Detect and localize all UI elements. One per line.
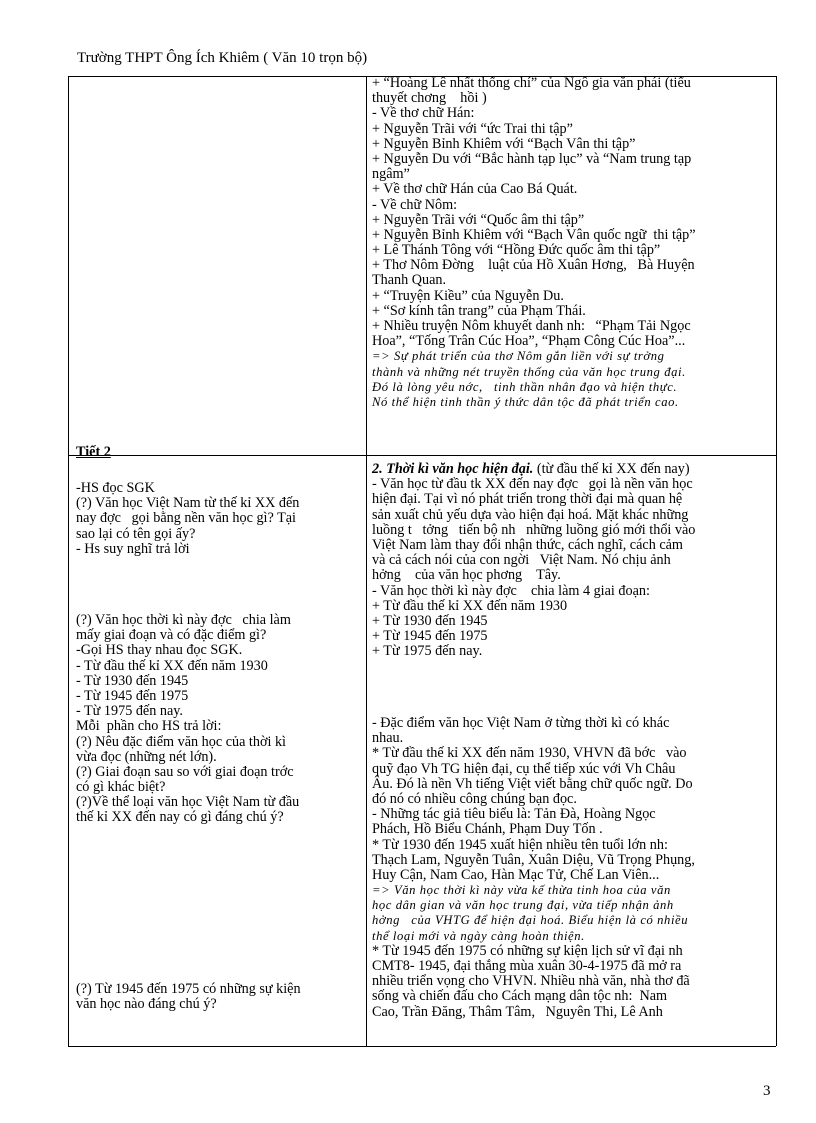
text-line: thành và những nét truyền thống của văn học trung đại.	[372, 364, 686, 379]
modern-literature-note	[372, 883, 770, 944]
text-line: - Hs suy nghĩ trả lời	[76, 540, 190, 557]
text-line: Hoa”, “Tống Trân Cúc Hoa”, “Phạm Công Cúc Hoa”...	[372, 333, 686, 350]
left-questions-2	[76, 613, 362, 826]
right-main-text-2	[372, 716, 770, 1020]
text-line: học dân gian và văn học trung đại, vừa tiếp nhận ảnh	[372, 898, 674, 913]
text-line: Thanh Quan.	[372, 272, 447, 289]
text-line: - Đặc điểm văn học Việt Nam ở từng thời kì có khác	[372, 715, 670, 731]
text-line: Cao, Trần Đăng, Thâm Tâm, Nguyên Thi, Lê Anh	[372, 1003, 663, 1020]
text-line: + Nhiều truyện Nôm khuyết danh nh: “Phạm Tải Ngọc	[372, 318, 691, 334]
text-line: hởng của VHTG để hiện đại hoá. Biểu hiện là có nhiều	[372, 913, 689, 928]
right-block-2	[372, 716, 770, 883]
left-questions-1	[76, 481, 362, 557]
text-line: Mỗi phần cho HS trả lời:	[76, 718, 222, 735]
text-line: vừa đọc (những nét lớn).	[76, 748, 217, 765]
text-line: - Từ đầu thế kỉ XX đến năm 1930	[76, 657, 268, 674]
text-line: => Văn học thời kì này vừa kế thừa tinh hoa của văn	[372, 883, 671, 898]
text-line: sản xuất chủ yếu dựa vào hiện đại hoá. Mặt khác những	[372, 506, 689, 523]
text-line: + Lê Thánh Tông với “Hồng Đức quốc âm thi tập”	[372, 242, 661, 259]
text-line: + Từ đầu thế kỉ XX đến năm 1930	[372, 597, 568, 614]
text-line: + Từ 1930 đến 1945	[372, 612, 488, 629]
text-line: mấy giai đoạn và có đặc điểm gì?	[76, 627, 267, 644]
table-right-border	[776, 76, 777, 1046]
text-line: Nó thể hiện tinh thần ý thức dân tộc đã phát triển cao.	[372, 394, 679, 409]
left-block-2	[76, 613, 362, 826]
text-line: nhiều triển vọng cho VHVN. Nhiều nhà văn, nhà thơ đã	[372, 973, 690, 990]
table-left-border	[68, 76, 69, 1046]
table-bottom-border	[68, 1046, 776, 1047]
text-line: thế kỉ XX đến nay có gì đáng chú ý?	[76, 809, 284, 826]
text-line: (?) Văn học Việt Nam từ thế kỉ XX đến	[76, 495, 300, 512]
text-line: + Nguyễn Bỉnh Khiêm với “Bạch Vân quốc ngữ thi tập”	[372, 226, 696, 243]
text-line: + “Hoàng Lê nhất thống chí” của Ngô gia văn phái (tiểu	[372, 75, 691, 91]
lesson-label: Tiết 2	[76, 444, 111, 460]
text-line: đó nó có nhiều công chúng bạn đọc.	[372, 790, 577, 807]
text-line: + Từ 1975 đến nay.	[372, 643, 483, 660]
text-line: - Từ 1945 đến 1975	[76, 687, 189, 704]
text-line: hiện đại. Tại vì nó phát triển trong thời đại mà quan hệ	[372, 491, 683, 508]
text-line: + Nguyễn Bỉnh Khiêm với “Bạch Vân thi tập”	[372, 135, 636, 152]
text-line: (?) Văn học thời kì này đợc chia làm	[76, 612, 291, 628]
text-line: luồng t tởng tiến bộ nh những luồng gió mới thổi vào	[372, 521, 696, 538]
text-line: và cả cách nói của con ngời Việt Nam. Nó chịu ảnh	[372, 552, 671, 569]
text-line: - Về chữ Nôm:	[372, 196, 458, 213]
column-divider	[366, 76, 367, 1046]
text-line: * Từ 1930 đến 1945 xuất hiện nhiều tên tuổi lớn nh:	[372, 836, 668, 853]
conclusion-note	[372, 349, 770, 410]
text-line: Đó là lòng yêu nớc, tinh thần nhân đạo và hiện thực.	[372, 379, 678, 394]
text-line: + Từ 1945 đến 1975	[372, 628, 488, 645]
text-line: - Những tác giả tiêu biểu là: Tản Đà, Hoàng Ngọc	[372, 806, 656, 823]
text-line: + Thơ Nôm Đờng luật của Hồ Xuân Hơng, Bà Huyện	[372, 257, 695, 274]
text-line: Âu. Đó là nền Vh tiếng Việt viết bằng chữ quốc ngữ. Do	[372, 775, 693, 792]
text-line: nhau.	[372, 730, 404, 747]
text-line: ngâm”	[372, 166, 410, 183]
text-line: - Văn học thời kì này đợc chia làm 4 giai đoạn:	[372, 582, 650, 599]
text-line: * Từ 1945 đến 1975 có những sự kiện lịch sử vĩ đại nh	[372, 942, 683, 959]
text-line: - Từ 1975 đến nay.	[76, 703, 183, 720]
text-line: => Sự phát triển của thơ Nôm gắn liền với sự trởng	[372, 349, 665, 364]
text-line: + Nguyễn Du với “Bắc hành tạp lục” và “Nam trung tạp	[372, 150, 692, 167]
text-line: * Từ đầu thế kỉ XX đến năm 1930, VHVN đã bớc vào	[372, 745, 687, 762]
document-header: Trường THPT Ông Ích Khiêm ( Văn 10 trọn bộ)	[77, 50, 368, 66]
text-line: + “Sơ kính tân trang” của Phạm Thái.	[372, 302, 586, 319]
text-line: có gì khác biệt?	[76, 779, 166, 796]
text-line: (?) Giai đoạn sau so với giai đoạn trớc	[76, 763, 294, 780]
text-line: Phách, Hồ Biểu Chánh, Phạm Duy Tốn .	[372, 821, 603, 838]
text-line: CMT8- 1945, đại thắng mùa xuân 30-4-1975 đã mở ra	[372, 958, 682, 974]
text-line: văn học nào đáng chú ý?	[76, 996, 217, 1013]
text-line: thể loại mới và ngày càng hoàn thiện.	[372, 928, 585, 943]
text-line: (?) Nêu đặc điểm văn học của thời kì	[76, 733, 286, 750]
text-line: + Nguyễn Trãi với “Quốc âm thi tập”	[372, 211, 585, 228]
right-top-lines	[372, 76, 770, 349]
text-line: + Về thơ chữ Hán của Cao Bá Quát.	[372, 181, 578, 198]
right-block-1	[372, 477, 770, 659]
text-line: Thạch Lam, Nguyễn Tuân, Xuân Diệu, Vũ Trọng Phụng,	[372, 851, 695, 868]
text-line: nay đợc gọi bằng nền văn học gì? Tại	[76, 510, 296, 527]
section-heading-title: 2. Thời kì văn học hiện đại.	[372, 461, 534, 477]
text-line: (?)Về thể loại văn học Việt Nam từ đầu	[76, 794, 300, 811]
text-line: (?) Từ 1945 đến 1975 có những sự kiện	[76, 981, 301, 997]
left-block-3	[76, 982, 362, 1012]
text-line: Việt Nam làm thay đổi nhận thức, cách nghĩ, cách cảm	[372, 536, 683, 553]
right-block-3	[372, 944, 770, 1020]
text-line: - Từ 1930 đến 1945	[76, 672, 189, 689]
text-line: + “Truyện Kiều” của Nguyễn Du.	[372, 287, 564, 304]
page-number: 3	[763, 1083, 771, 1099]
text-line: sao lại có tên gọi ấy?	[76, 525, 196, 542]
right-top-text	[372, 76, 770, 410]
text-line: -Gọi HS thay nhau đọc SGK.	[76, 642, 243, 659]
section-heading	[372, 462, 770, 477]
text-line: hởng của văn học phơng Tây.	[372, 567, 561, 584]
lesson-label-area	[76, 445, 362, 460]
text-line: quỹ đạo Vh TG hiện đại, cụ thể tiếp xúc với Vh Châu	[372, 760, 676, 777]
text-line: + Nguyễn Trãi với “ức Trai thi tập”	[372, 120, 573, 137]
text-line: sống và chiến đấu cho Cách mạng dân tộc nh: Nam	[372, 988, 668, 1005]
text-line: Huy Cận, Nam Cao, Hàn Mạc Tử, Chế Lan Viên...	[372, 866, 660, 883]
text-line: - Văn học từ đầu tk XX đến nay đợc gọi là nền văn học	[372, 476, 693, 493]
left-questions-3	[76, 982, 362, 1012]
left-block-1	[76, 481, 362, 557]
right-main-text	[372, 462, 770, 659]
text-line: thuyết chơng hồi )	[372, 90, 487, 107]
text-line: -HS đọc SGK	[76, 480, 155, 496]
text-line: - Về thơ chữ Hán:	[372, 105, 475, 122]
section-heading-range: (từ đầu thế kỉ XX đến nay)	[533, 461, 690, 477]
